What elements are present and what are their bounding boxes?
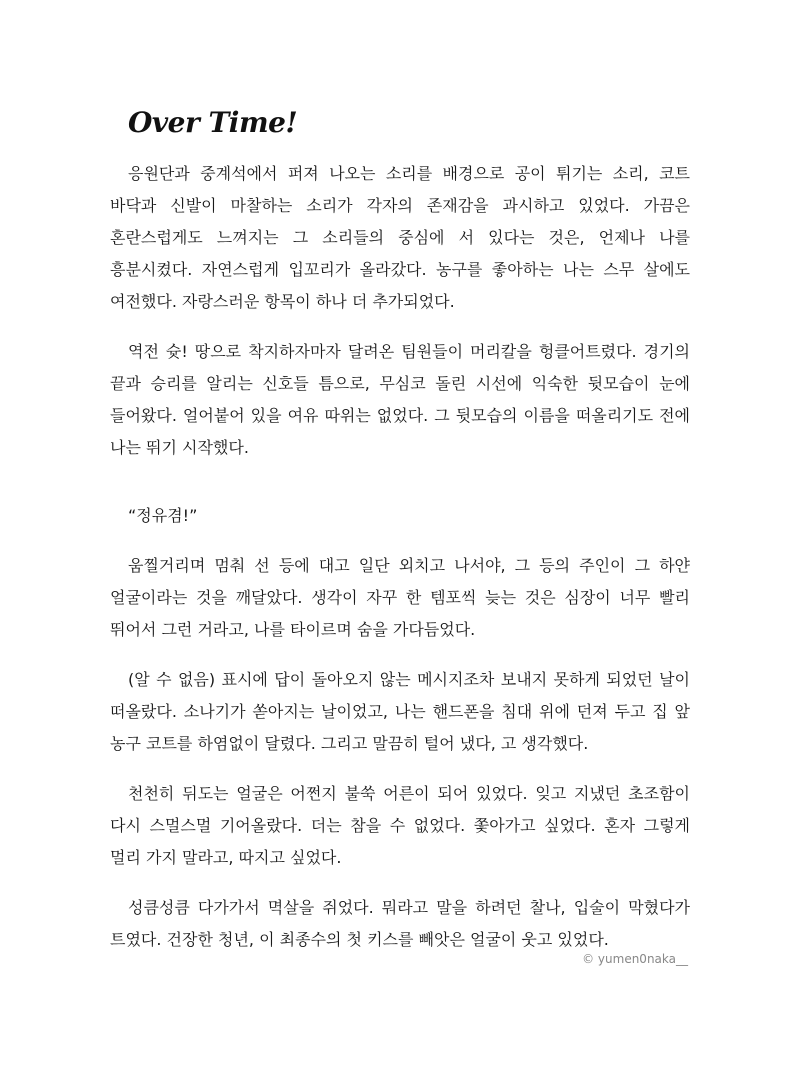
paragraph-3: 움찔거리며 멈춰 선 등에 대고 일단 외치고 나서야, 그 등의 주인이 그 하얀 얼굴이라는 것을 깨달았다. 생각이 자꾸 한 템포씩 늦는 것은 심장이 너무 빨리 뛰어서 그런 거라고, 나를 타이르며 숨을 가다듬었다. <box>110 556 690 639</box>
paragraph-1: 응원단과 중계석에서 퍼져 나오는 소리를 배경으로 공이 튀기는 소리, 코트 바닥과 신발이 마찰하는 소리가 각자의 존재감을 과시하고 있었다. 가끔은 혼란스럽게도 느껴지는 그 소리들의 중심에 서 있다는 것은, 언제나 나를 흥분시켰다. 자연스럽게 입꼬리가 올라갔다. 농구를 좋아하는 나는 스무 살에도 여전했다. 자랑스러운 항목이 하나 더 추가되었다. <box>110 164 690 311</box>
dialogue-line: “정유겸!” <box>128 506 198 525</box>
paragraph-5: 천천히 뒤도는 얼굴은 어쩐지 불쑥 어른이 되어 있었다. 잊고 지냈던 초조함이 다시 스멀스멀 기어올랐다. 더는 참을 수 없었다. 쫓아가고 싶었다. 혼자 그렇게 멀리 가지 말라고, 따지고 싶었다. <box>110 784 690 867</box>
story-body <box>110 158 690 974</box>
paragraph-2: 역전 슛! 땅으로 착지하자마자 달려온 팀원들이 머리칼을 헝클어트렸다. 경기의 끝과 승리를 알리는 신호들 틈으로, 무심코 돌린 시선에 익숙한 뒷모습이 눈에 들어왔다. 얼어붙어 있을 여유 따위는 없었다. 그 뒷모습의 이름을 떠올리기도 전에 나는 뛰기 시작했다. <box>110 342 690 457</box>
paragraph-6: 성큼성큼 다가가서 멱살을 쥐었다. 뭐라고 말을 하려던 찰나, 입술이 막혔다가 트였다. 건장한 청년, 이 최종수의 첫 키스를 빼앗은 얼굴이 웃고 있었다. <box>110 898 690 949</box>
author-credit: © yumen0naka__ <box>582 952 688 966</box>
story-title: Over Time! <box>128 106 298 139</box>
paragraph-4: (알 수 없음) 표시에 답이 돌아오지 않는 메시지조차 보내지 못하게 되었던 날이 떠올랐다. 소나기가 쏟아지는 날이었고, 나는 핸드폰을 침대 위에 던져 두고 집 앞 농구 코트를 하염없이 달렸다. 그리고 말끔히 털어 냈다, 고 생각했다. <box>110 670 690 753</box>
